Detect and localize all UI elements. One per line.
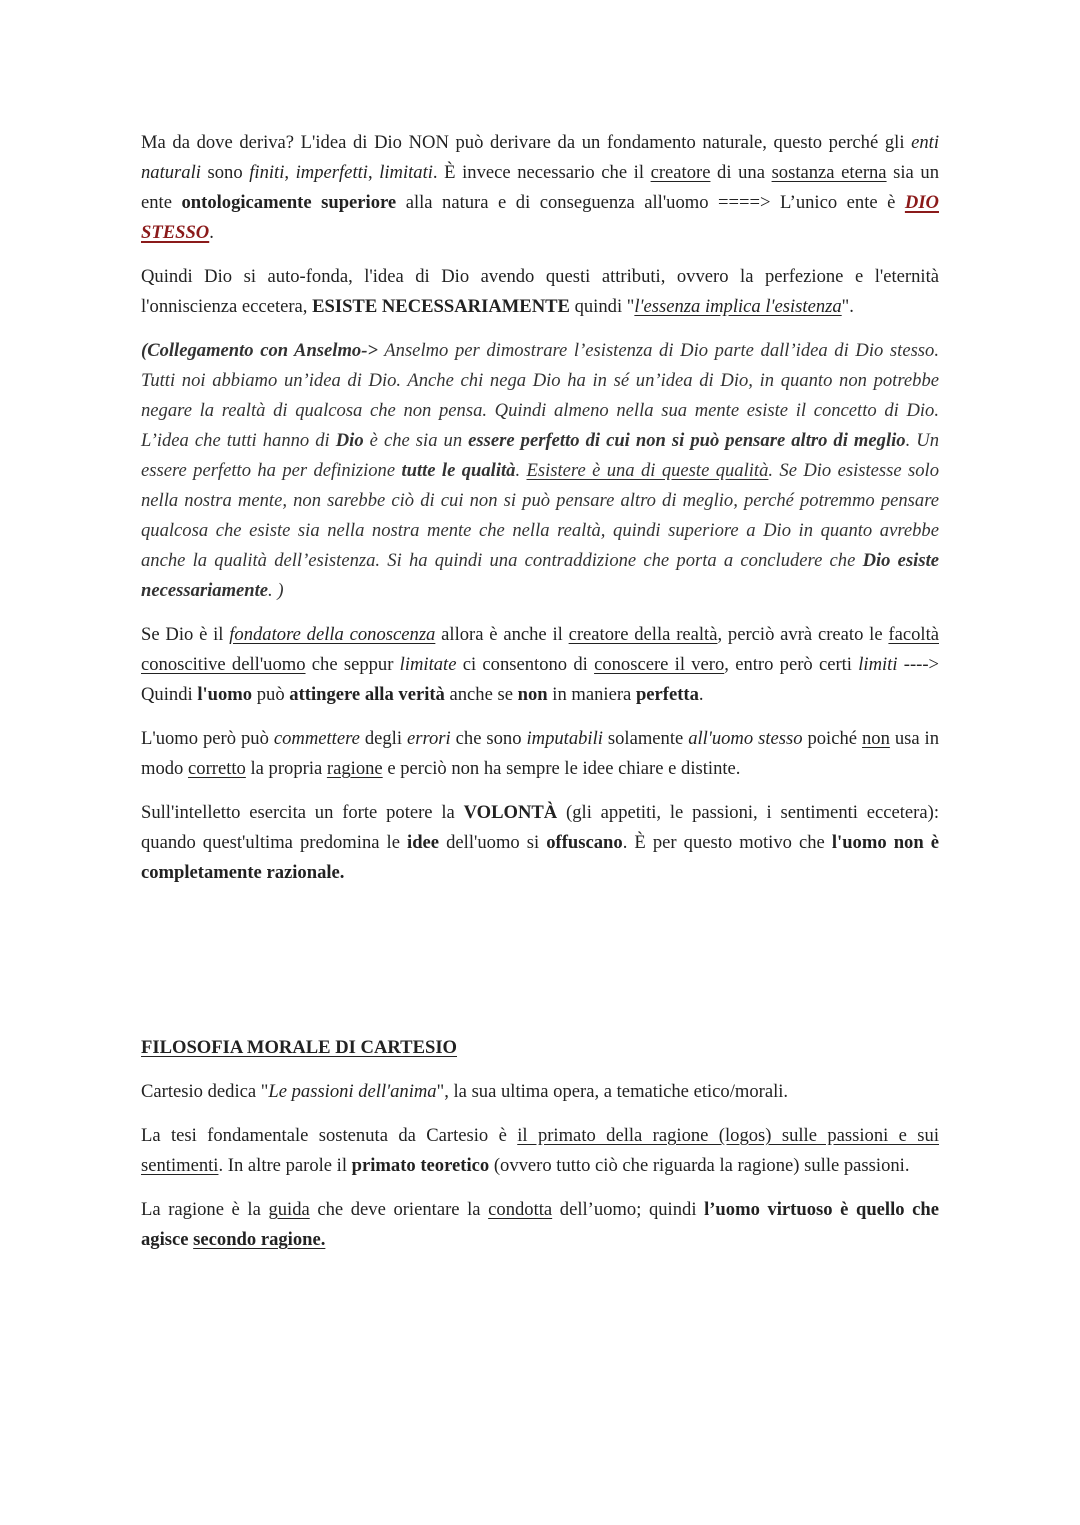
paragraph-human-errors: L'uomo però può commettere degli errori che sono imputabili solamente all'uomo stesso poiché non usa in modo corretto la propria ragione e perciò non ha sempre le idee chiare e distinte. [141,728,940,779]
paragraph-passions-of-soul: Cartesio dedica "Le passioni dell'anima", la sua ultima opera, a tematiche etico/morali. [141,1081,789,1102]
main-text [141,128,939,888]
dio-stesso-highlight: DIO STESSO [141,192,939,243]
section-heading: FILOSOFIA MORALE DI CARTESIO [141,1037,458,1058]
paragraph-god-founder-of-knowledge: Se Dio è il fondatore della conoscenza allora è anche il creatore della realtà, perciò avrà creato le facoltà conoscitive dell'uomo che seppur limitate ci consentono di conoscere il vero, entro però certi limiti ----> Quindi l'uomo può attingere alla verità anche se non in maniera perfetta. [141,624,940,705]
paragraph-god-self-founding: Quindi Dio si auto-fonda, l'idea di Dio avendo questi attributi, ovvero la perfezione e l'eternità l'onniscienza eccetera, ESISTE NECESSARIAMENTE quindi "l'essenza implica l'esistenza". [141,266,939,317]
paragraph-will-over-intellect: Sull'intelletto esercita un forte potere la VOLONTÀ (gli appetiti, le passioni, i sentimenti eccetera): quando quest'ultima predomina le idee dell'uomo si offuscano. È per questo motivo che l'uomo non è completamente razionale. [141,802,939,883]
paragraph-virtuous-man: La ragione è la guida che deve orientare la condotta dell’uomo; quindi l’uomo virtuoso è quello che agisce secondo ragione. [141,1199,939,1250]
paragraph-anselmo-link: (Collegamento con Anselmo-> Anselmo per dimostrare l’esistenza di Dio parte dall’idea di Dio stesso. Tutti noi abbiamo un’idea di Dio. Anche chi nega Dio ha in sé un’idea di Dio, in quanto non potrebbe negare la realtà di qualcosa che non pensa. Quindi almeno nella sua mente esiste il concetto di Dio. L’idea che tutti hanno di Dio è che sia un essere perfetto di cui non si può pensare altro di meglio. Un essere perfetto ha per definizione tutte le qualità. Esistere è una di queste qualità. Se Dio esistesse solo nella nostra mente, non sarebbe ciò di cui non si può pensare altro di meglio, perché potremmo pensare qualcosa che esiste sia nella nostra mente che nella realtà, quindi superiore a Dio in quanto avrebbe anche la qualità dell’esistenza. Si ha quindi una contraddizione che porta a concludere che Dio esiste necessariamente. ) [141,340,940,601]
paragraph-origin-of-god-idea: Ma da dove deriva? L'idea di Dio NON può derivare da un fondamento naturale, questo perché gli enti naturali sono finiti, imperfetti, limitati. È invece necessario che il creatore di una sostanza eterna sia un ente ontologicamente superiore alla natura e di conseguenza all'uomo ====> L’unico ente è DIO STESSO. [141,132,940,243]
paragraph-primacy-of-reason: La tesi fondamentale sostenuta da Cartesio è il primato della ragione (logos) sulle passioni e sui sentimenti. In altre parole il primato teoretico (ovvero tutto ciò che riguarda la ragione) sulle passioni. [141,1125,940,1176]
section-moral-philosophy [141,1033,939,1255]
